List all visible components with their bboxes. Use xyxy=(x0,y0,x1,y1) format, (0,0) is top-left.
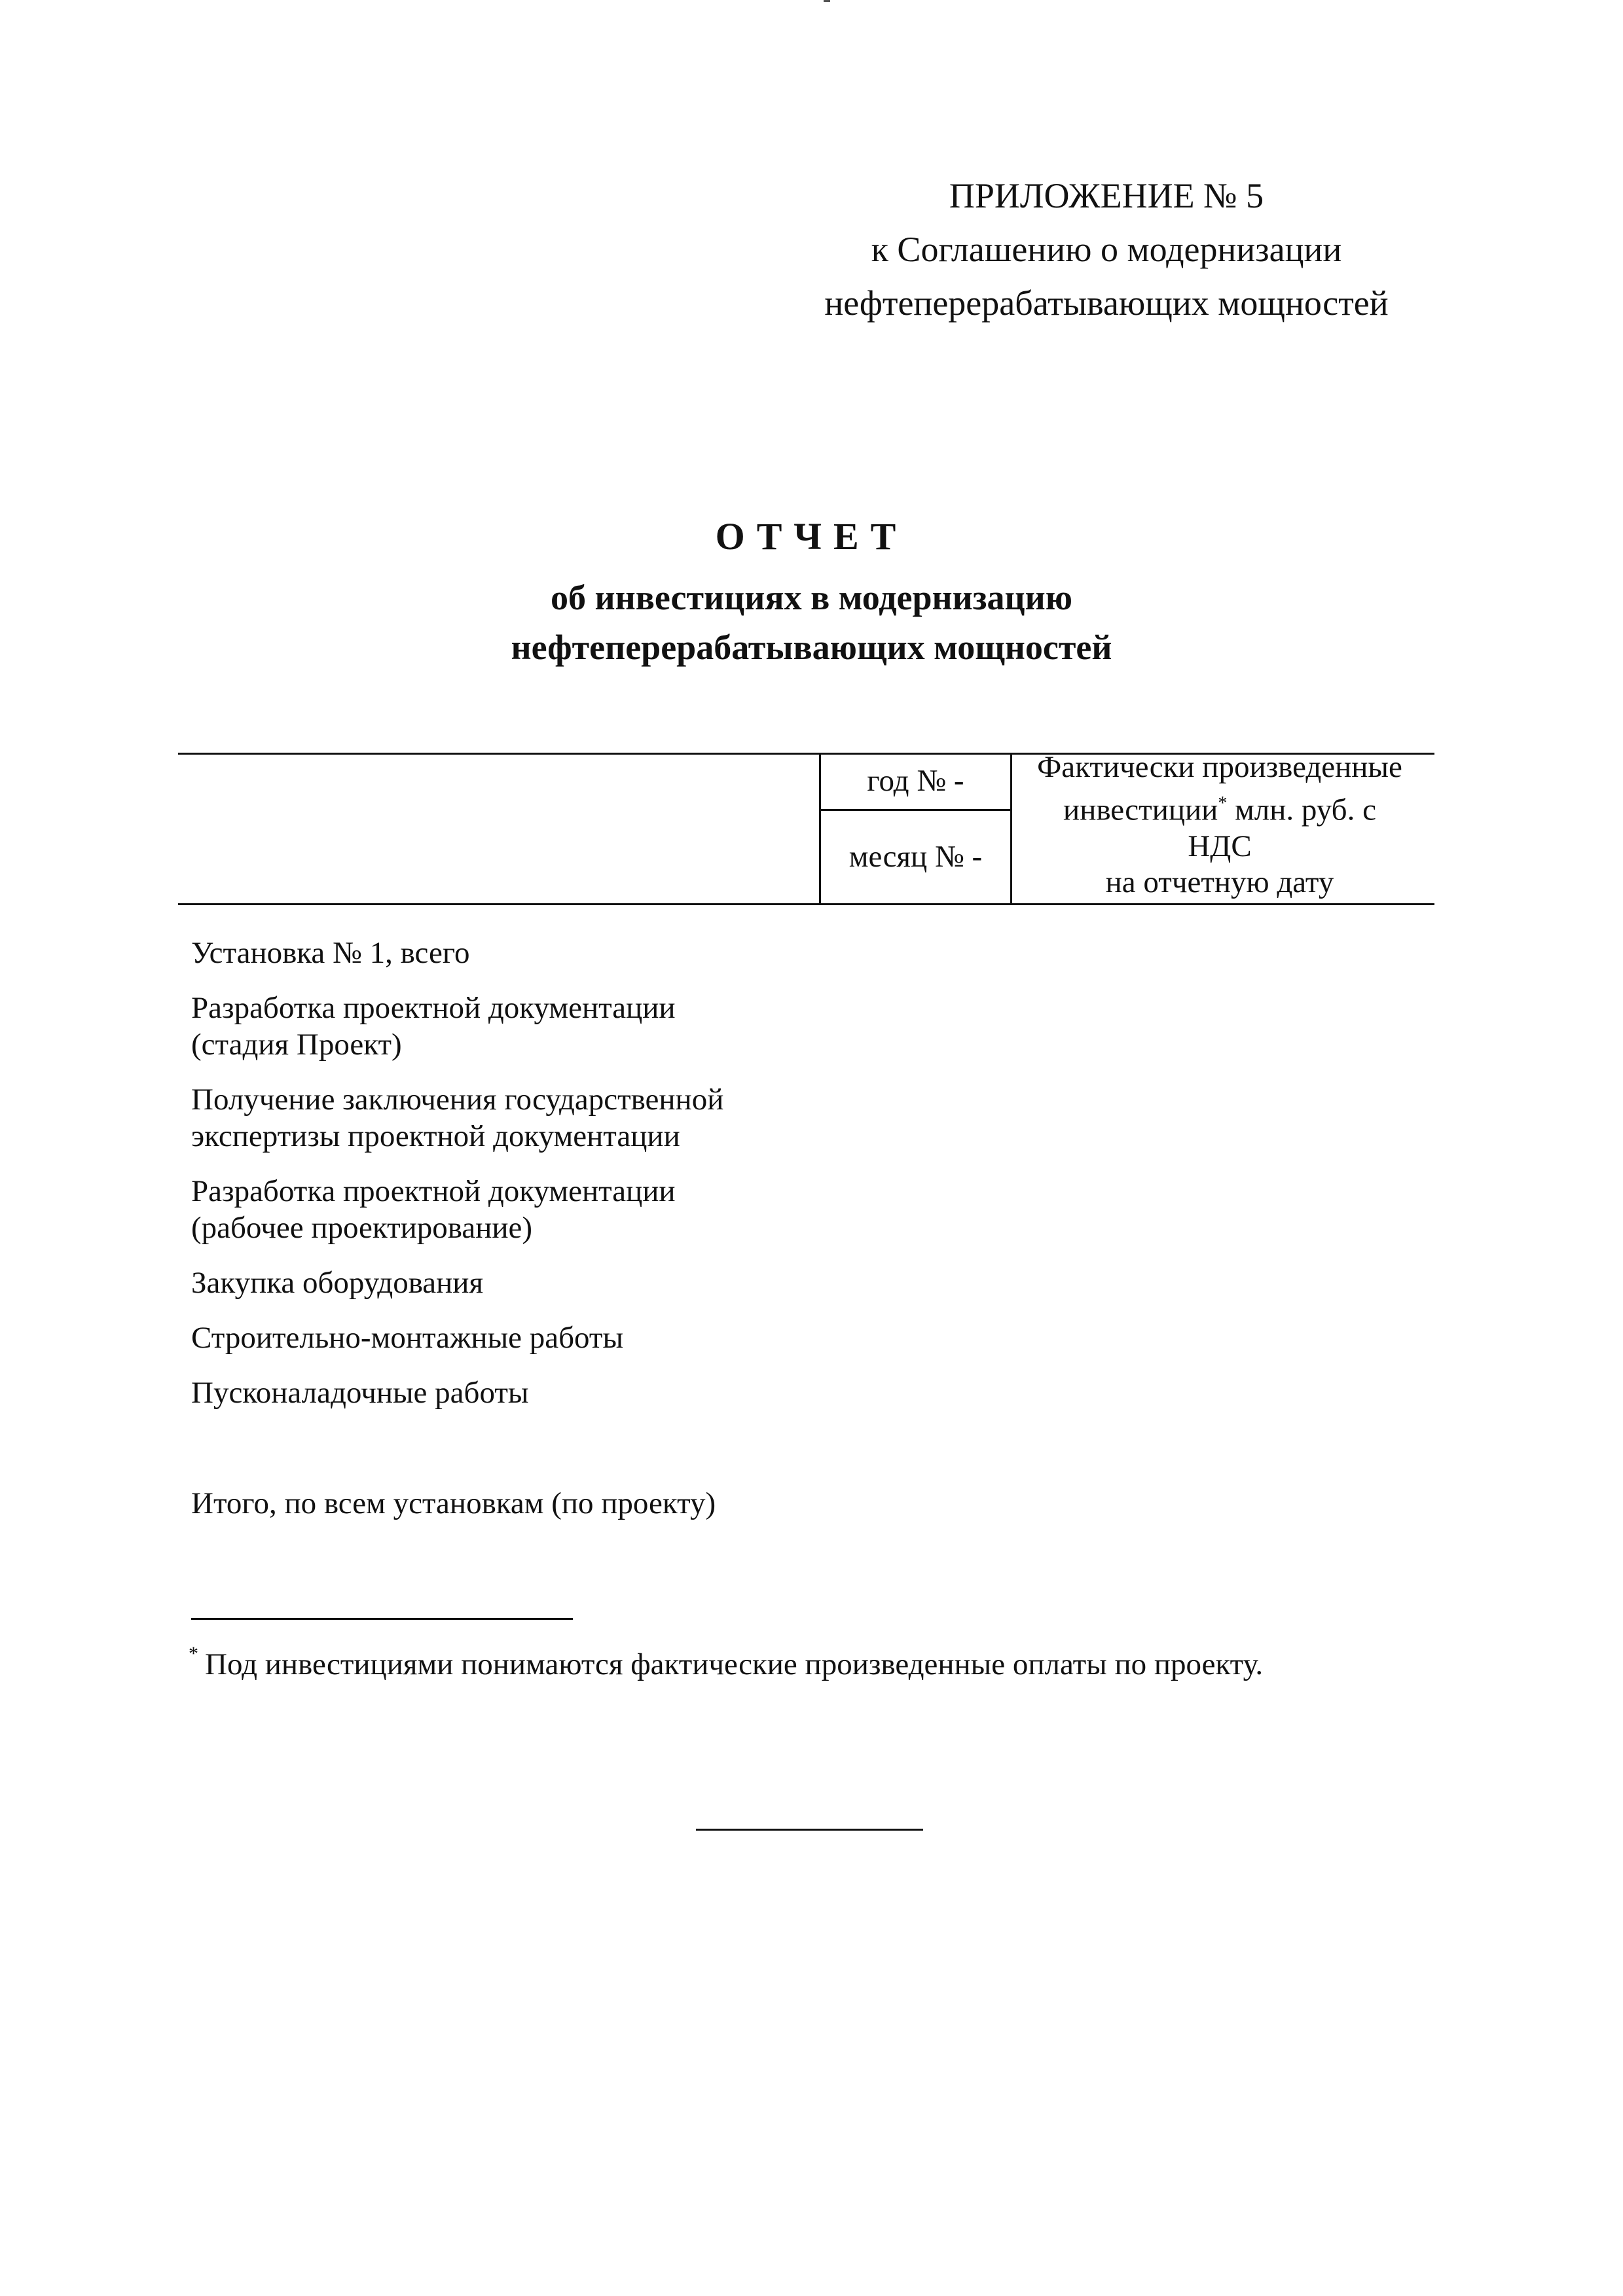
report-items xyxy=(191,935,911,1429)
list-item xyxy=(191,1374,911,1411)
subtitle-line-1: об инвестициях в модернизацию xyxy=(551,578,1072,617)
appendix-heading xyxy=(773,169,1440,330)
item-line: Разработка проектной документации xyxy=(191,1174,676,1208)
table-header-month: месяц № - xyxy=(848,840,983,874)
item-line: экспертизы проектной документации xyxy=(191,1119,680,1153)
investments-footnote-marker: * xyxy=(1218,793,1228,814)
footnote xyxy=(189,1643,1263,1682)
appendix-reference-cont: нефтеперерабатывающих мощностей xyxy=(824,283,1389,323)
item-line: (рабочее проектирование) xyxy=(191,1211,533,1245)
list-item xyxy=(191,935,911,971)
investments-word: инвестиции xyxy=(1063,793,1218,827)
item-line: (стадия Проект) xyxy=(191,1028,402,1062)
total-row-label: Итого, по всем установкам (по проекту) xyxy=(191,1486,716,1520)
list-item xyxy=(191,1319,911,1356)
appendix-reference: к Соглашению о модернизации xyxy=(871,230,1342,269)
investments-line-4: на отчетную дату xyxy=(1105,865,1334,899)
table-bottom-border xyxy=(178,903,1434,905)
list-item xyxy=(191,990,911,1063)
investments-line-2 xyxy=(1013,785,1426,829)
list-item xyxy=(191,1081,911,1155)
item-line: Установка № 1, всего xyxy=(191,936,470,970)
appendix-number: ПРИЛОЖЕНИЕ № 5 xyxy=(949,176,1264,215)
table-inner-divider xyxy=(820,809,1011,811)
investments-line-3: НДС xyxy=(1188,829,1252,863)
document-subtitle xyxy=(0,573,1623,672)
item-line: Получение заключения государственной xyxy=(191,1083,724,1117)
item-line: Закупка оборудования xyxy=(191,1266,484,1300)
page-top-mark xyxy=(824,0,830,2)
investments-unit: млн. руб. с xyxy=(1235,793,1376,827)
table-header-investments xyxy=(1013,749,1426,901)
item-line: Пусконаладочные работы xyxy=(191,1376,529,1410)
document-title: ОТЧЕТ xyxy=(715,515,908,558)
footnote-marker: * xyxy=(189,1643,198,1664)
subtitle-line-2: нефтеперерабатывающих мощностей xyxy=(511,628,1112,667)
footnote-separator xyxy=(191,1618,573,1620)
end-of-document-line xyxy=(696,1829,923,1831)
investments-line-1: Фактически произведенные xyxy=(1037,750,1402,784)
table-header-year: год № - xyxy=(867,764,964,798)
list-item xyxy=(191,1173,911,1246)
item-line: Строительно-монтажные работы xyxy=(191,1321,624,1355)
footnote-text: Под инвестициями понимаются фактические произведенные оплаты по проекту. xyxy=(205,1647,1264,1681)
table-column-divider-2 xyxy=(1010,753,1012,905)
item-line: Разработка проектной документации xyxy=(191,991,676,1025)
list-item xyxy=(191,1265,911,1301)
